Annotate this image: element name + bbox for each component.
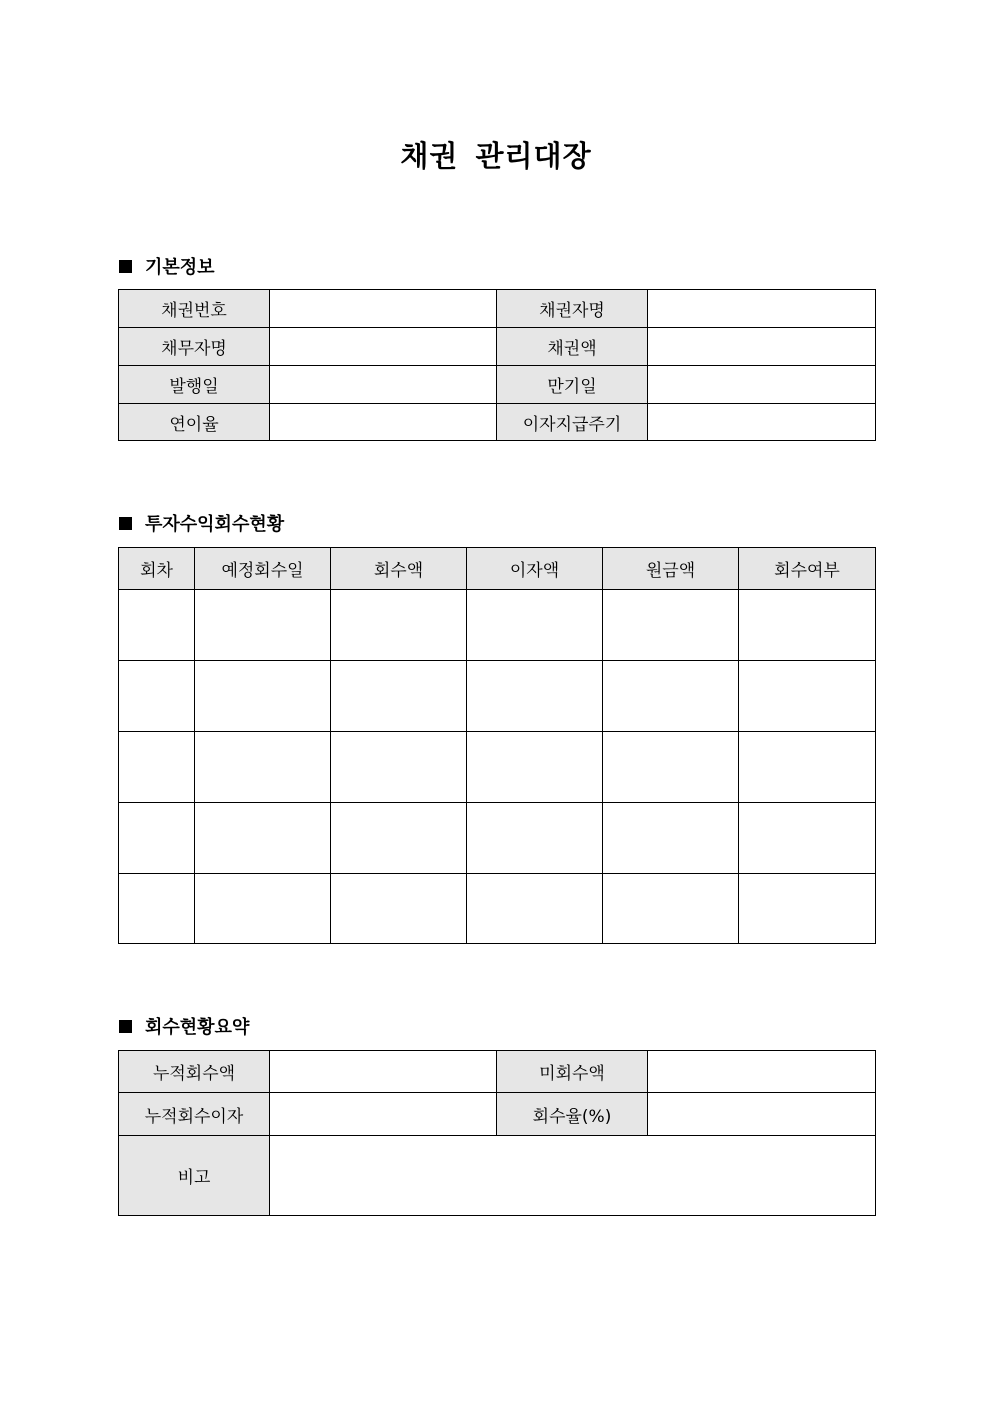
table-row — [119, 661, 876, 732]
bond-amount-field[interactable] — [648, 328, 876, 366]
table-row — [119, 404, 876, 441]
creditor-name-field[interactable] — [648, 290, 876, 328]
table-cell[interactable] — [195, 732, 331, 803]
table-cell[interactable] — [603, 874, 739, 944]
table-row — [119, 1093, 876, 1136]
issue-date-field[interactable] — [270, 366, 497, 404]
table-cell[interactable] — [195, 590, 331, 661]
section-heading-label: 기본정보 — [145, 257, 215, 278]
table-cell[interactable] — [119, 590, 195, 661]
cumulative-interest-field[interactable] — [270, 1093, 497, 1136]
column-header-scheduled-date: 예정회수일 — [195, 548, 331, 590]
table-cell[interactable] — [739, 590, 876, 661]
page-title: 채권 관리대장 — [400, 139, 592, 173]
table-row — [119, 732, 876, 803]
section-heading-label: 투자수익회수현황 — [145, 514, 285, 535]
table-cell[interactable] — [739, 661, 876, 732]
table-cell[interactable] — [739, 732, 876, 803]
table-cell[interactable] — [603, 803, 739, 874]
table-cell[interactable] — [467, 590, 603, 661]
interest-cycle-field[interactable] — [648, 404, 876, 441]
table-cell[interactable] — [195, 803, 331, 874]
unrecovered-amount-label: 미회수액 — [497, 1051, 648, 1093]
table-cell[interactable] — [119, 874, 195, 944]
square-bullet-icon — [119, 1020, 132, 1033]
creditor-name-label: 채권자명 — [497, 290, 648, 328]
table-cell[interactable] — [739, 803, 876, 874]
table-cell[interactable] — [331, 732, 467, 803]
table-cell[interactable] — [603, 661, 739, 732]
bond-number-field[interactable] — [270, 290, 497, 328]
section-heading-label: 회수현황요약 — [145, 1017, 250, 1038]
table-cell[interactable] — [739, 874, 876, 944]
debtor-name-label: 채무자명 — [119, 328, 270, 366]
annual-rate-field[interactable] — [270, 404, 497, 441]
section-heading-basic-info — [119, 253, 215, 279]
bond-amount-label: 채권액 — [497, 328, 648, 366]
cumulative-recovered-label: 누적회수액 — [119, 1051, 270, 1093]
debtor-name-field[interactable] — [270, 328, 497, 366]
table-cell[interactable] — [467, 874, 603, 944]
table-cell[interactable] — [331, 590, 467, 661]
table-cell[interactable] — [331, 661, 467, 732]
table-row — [119, 590, 876, 661]
column-header-interest-amount: 이자액 — [467, 548, 603, 590]
column-header-round: 회차 — [119, 548, 195, 590]
recovery-rate-label: 회수율(%) — [497, 1093, 648, 1136]
annual-rate-label: 연이율 — [119, 404, 270, 441]
table-cell[interactable] — [467, 661, 603, 732]
summary-table — [118, 1050, 876, 1216]
square-bullet-icon — [119, 260, 132, 273]
table-cell[interactable] — [603, 732, 739, 803]
recovery-table — [118, 547, 876, 944]
table-row — [119, 328, 876, 366]
square-bullet-icon — [119, 517, 132, 530]
section-heading-summary — [119, 1013, 249, 1039]
column-header-principal-amount: 원금액 — [603, 548, 739, 590]
remarks-field[interactable] — [270, 1136, 876, 1216]
bond-number-label: 채권번호 — [119, 290, 270, 328]
cumulative-recovered-field[interactable] — [270, 1051, 497, 1093]
table-cell[interactable] — [331, 874, 467, 944]
table-row — [119, 366, 876, 404]
column-header-recovered-amount: 회수액 — [331, 548, 467, 590]
table-row — [119, 290, 876, 328]
cumulative-interest-label: 누적회수이자 — [119, 1093, 270, 1136]
maturity-date-label: 만기일 — [497, 366, 648, 404]
table-cell[interactable] — [331, 803, 467, 874]
column-header-recovery-status: 회수여부 — [739, 548, 876, 590]
basic-info-table — [118, 289, 876, 441]
table-cell[interactable] — [195, 874, 331, 944]
table-row — [119, 1136, 876, 1216]
remarks-label: 비고 — [119, 1136, 270, 1216]
maturity-date-field[interactable] — [648, 366, 876, 404]
recovery-rate-field[interactable] — [648, 1093, 876, 1136]
table-header-row — [119, 548, 876, 590]
table-cell[interactable] — [195, 661, 331, 732]
table-row — [119, 874, 876, 944]
table-row — [119, 1051, 876, 1093]
unrecovered-amount-field[interactable] — [648, 1051, 876, 1093]
section-heading-recovery-status — [119, 510, 284, 536]
table-cell[interactable] — [119, 803, 195, 874]
issue-date-label: 발행일 — [119, 366, 270, 404]
table-cell[interactable] — [603, 590, 739, 661]
table-cell[interactable] — [119, 661, 195, 732]
table-row — [119, 803, 876, 874]
interest-cycle-label: 이자지급주기 — [497, 404, 648, 441]
table-cell[interactable] — [467, 803, 603, 874]
table-cell[interactable] — [467, 732, 603, 803]
table-cell[interactable] — [119, 732, 195, 803]
